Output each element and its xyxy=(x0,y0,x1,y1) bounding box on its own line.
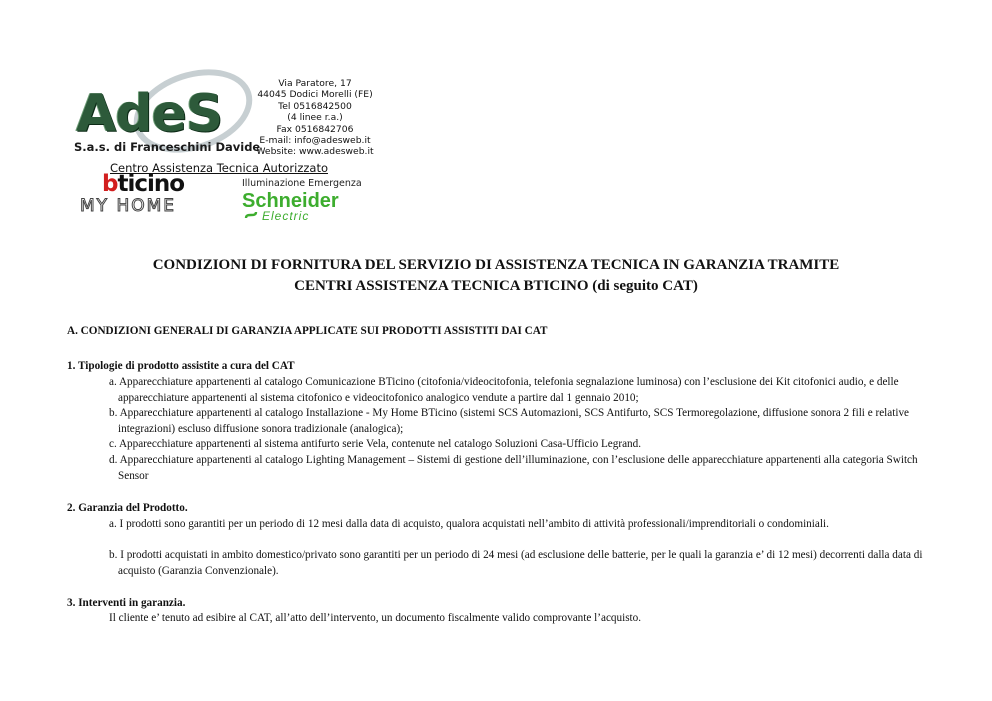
my-home-logo: MY HOME xyxy=(80,196,177,216)
contact-info xyxy=(256,78,374,158)
section-1-item-c: c. Apparecchiature appartenenti al sistema antifurto serie Vela, contenute nel catalogo Soluzioni Casa-Ufficio Legrand. xyxy=(109,438,642,450)
section-1-item-b: b. Apparecchiature appartenenti al catalogo Installazione - My Home BTicino (sistemi SCS Automazioni, SCS Antifurto, SCS Termoregolazione, diffusione sonora 2 fili e relative integrazioni) escluso diffusione sonora tradizionale (analogica); xyxy=(109,407,910,435)
ades-logo: AdeS xyxy=(76,84,223,144)
section-3-text: Il cliente e’ tenuto ad esibire al CAT, all’atto dell’intervento, un documento fiscalmente valido comprovante l’acquisto. xyxy=(109,612,642,624)
document-title-line-1: CONDIZIONI DI FORNITURA DEL SERVIZIO DI ASSISTENZA TECNICA IN GARANZIA TRAMITE xyxy=(152,257,840,273)
section-3-heading: 3. Interventi in garanzia. xyxy=(67,597,186,609)
contact-city: 44045 Dodici Morelli (FE) xyxy=(257,89,373,101)
bticino-logo xyxy=(102,173,184,196)
section-2-item-a: a. I prodotti sono garantiti per un periodo di 12 mesi dalla data di acquisto, qualora acquistati nell’ambito di attività professionali/imprenditoriali o condominiali. xyxy=(109,518,829,530)
bticino-logo-b: b xyxy=(102,171,118,197)
company-name: S.a.s. di Franceschini Davide xyxy=(74,140,261,154)
contact-email: E-mail: info@adesweb.it xyxy=(259,135,371,147)
lighting-label: Illuminazione Emergenza xyxy=(242,178,362,189)
letterhead xyxy=(72,70,374,223)
document-title-line-2: CENTRI ASSISTENZA TECNICA BTICINO (di seguito CAT) xyxy=(294,278,698,294)
section-1-item-a: a. Apparecchiature appartenenti al catalogo Comunicazione BTicino (citofonia/videocitofonia, telefonia segnalazione luminosa) con l’esclusione dei Kit citofonici audio, e delle apparecchiature appartenenti al sistema citofonico e videocitofonico analogico vendute a partire dal 1 gennaio 2010; xyxy=(109,376,899,404)
schneider-mark-icon xyxy=(244,210,258,220)
contact-lines: (4 linee r.a.) xyxy=(287,112,343,124)
section-2-item-b: b. I prodotti acquistati in ambito domestico/privato sono garantiti per un periodo di 24 mesi (ad esclusione delle batterie, per le quali la garanzia e’ di 12 mesi) decorrenti dalla data di acquisto (Garanzia Convenzionale). xyxy=(109,549,923,577)
service-center-label: Centro Assistenza Tecnica Autorizzato xyxy=(110,161,328,175)
bticino-logo-rest: ticino xyxy=(117,171,185,197)
electric-label: Electric xyxy=(262,209,310,223)
section-1-heading: 1. Tipologie di prodotto assistite a cura del CAT xyxy=(67,360,295,372)
contact-phone: Tel 0516842500 xyxy=(278,100,352,112)
contact-fax: Fax 0516842706 xyxy=(276,123,354,135)
section-1-item-d: d. Apparecchiature appartenenti al catalogo Lighting Management – Sistemi di gestione dell’illuminazione, con l’esclusione delle apparecchiature appartenenti alla categoria Switch Sensor xyxy=(109,454,918,482)
contact-website: Website: www.adesweb.it xyxy=(256,146,374,158)
section-2-heading: 2. Garanzia del Prodotto. xyxy=(67,502,188,514)
schneider-logo: Schneider xyxy=(242,190,339,212)
contact-address: Via Paratore, 17 xyxy=(278,78,352,89)
section-a-heading: A. CONDIZIONI GENERALI DI GARANZIA APPLICATE SUI PRODOTTI ASSISTITI DAI CAT xyxy=(67,325,548,337)
